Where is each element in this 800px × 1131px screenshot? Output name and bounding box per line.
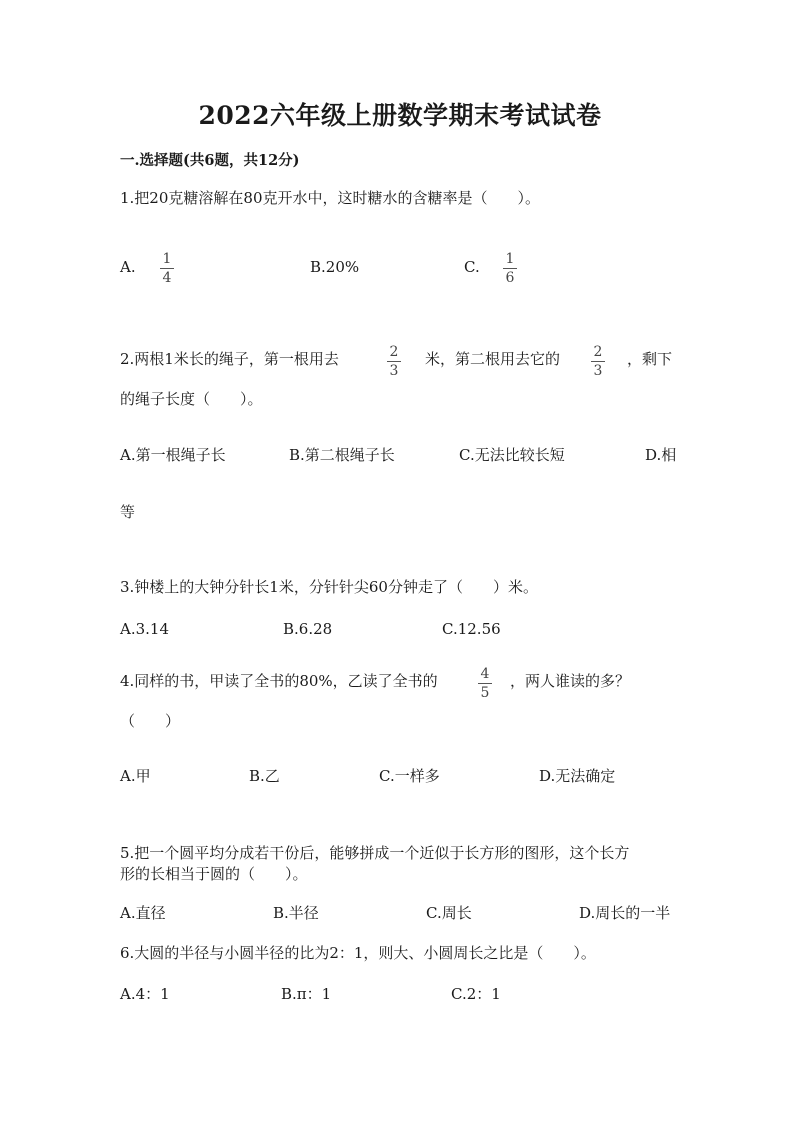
fraction-numerator: 1 bbox=[505, 251, 515, 267]
question-2-stem-part-1: 2.两根1米长的绳子，第一根用去 bbox=[120, 350, 339, 368]
fraction-bar bbox=[387, 361, 401, 362]
question-1-option-c-fraction bbox=[501, 251, 519, 286]
question-3-option-b: B.6.28 bbox=[283, 620, 333, 638]
question-6-option-b: B.π：1 bbox=[281, 985, 332, 1003]
fraction-numerator: 4 bbox=[480, 666, 490, 682]
question-6-option-a: A.4：1 bbox=[120, 985, 170, 1003]
question-5-stem-line-1: 5.把一个圆平均分成若干份后，能够拼成一个近似于长方形的图形，这个长方 bbox=[120, 844, 630, 862]
question-4-stem-part-3: （ ） bbox=[120, 712, 181, 730]
question-2-option-d: D.相 bbox=[645, 446, 677, 464]
fraction-denominator: 3 bbox=[593, 363, 603, 379]
question-4-option-b: B.乙 bbox=[249, 767, 280, 785]
question-5-option-a: A.直径 bbox=[120, 904, 166, 922]
fraction-denominator: 5 bbox=[480, 685, 490, 701]
question-1-option-a-label: A. bbox=[120, 258, 136, 276]
question-1-option-a-fraction bbox=[158, 251, 176, 286]
question-2-option-d-continued: 等 bbox=[120, 503, 136, 521]
question-2-fraction-1 bbox=[385, 344, 403, 379]
question-3-stem: 3.钟楼上的大钟分针长1米，分针针尖60分钟走了（ ）米。 bbox=[120, 578, 538, 596]
page-title: 2022六年级上册数学期末考试试卷 bbox=[198, 101, 602, 130]
question-1-stem: 1.把20克糖溶解在80克开水中，这时糖水的含糖率是（ ）。 bbox=[120, 189, 540, 207]
fraction-bar bbox=[503, 268, 517, 269]
question-2-option-b: B.第二根绳子长 bbox=[289, 446, 395, 464]
question-3-option-c: C.12.56 bbox=[442, 620, 501, 638]
question-5-stem-line-2: 形的长相当于圆的（ ）。 bbox=[120, 865, 308, 883]
question-6-stem: 6.大圆的半径与小圆半径的比为2：1，则大、小圆周长之比是（ ）。 bbox=[120, 944, 596, 962]
question-2-stem-part-4: 的绳子长度（ ）。 bbox=[120, 390, 263, 408]
question-4-fraction bbox=[476, 666, 494, 701]
question-2-stem-part-3: ，剩下 bbox=[627, 350, 673, 368]
fraction-bar bbox=[160, 268, 174, 269]
question-4-option-d: D.无法确定 bbox=[539, 767, 616, 785]
question-5-option-d: D.周长的一半 bbox=[579, 904, 671, 922]
question-4-stem-part-2: ，两人谁读的多？ bbox=[510, 672, 631, 690]
question-6-option-c: C.2：1 bbox=[451, 985, 501, 1003]
fraction-bar bbox=[478, 683, 492, 684]
fraction-numerator: 1 bbox=[162, 251, 172, 267]
fraction-denominator: 4 bbox=[162, 270, 172, 286]
fraction-bar bbox=[591, 361, 605, 362]
question-2-stem-part-2: 米，第二根用去它的 bbox=[425, 350, 561, 368]
question-2-option-c: C.无法比较长短 bbox=[459, 446, 565, 464]
question-5-option-b: B.半径 bbox=[273, 904, 319, 922]
question-2-option-a: A.第一根绳子长 bbox=[120, 446, 226, 464]
question-4-option-a: A.甲 bbox=[120, 767, 151, 785]
fraction-denominator: 3 bbox=[389, 363, 399, 379]
fraction-denominator: 6 bbox=[505, 270, 515, 286]
question-5-option-c: C.周长 bbox=[426, 904, 472, 922]
question-4-stem-part-1: 4.同样的书，甲读了全书的80%，乙读了全书的 bbox=[120, 672, 438, 690]
section-heading: 一.选择题(共6题，共12分) bbox=[120, 152, 300, 169]
question-4-option-c: C.一样多 bbox=[379, 767, 440, 785]
question-1-option-c-label: C. bbox=[464, 258, 480, 276]
fraction-numerator: 2 bbox=[389, 344, 399, 360]
question-3-option-a: A.3.14 bbox=[120, 620, 169, 638]
question-2-fraction-2 bbox=[589, 344, 607, 379]
question-1-option-b: B.20% bbox=[310, 258, 360, 276]
fraction-numerator: 2 bbox=[593, 344, 603, 360]
